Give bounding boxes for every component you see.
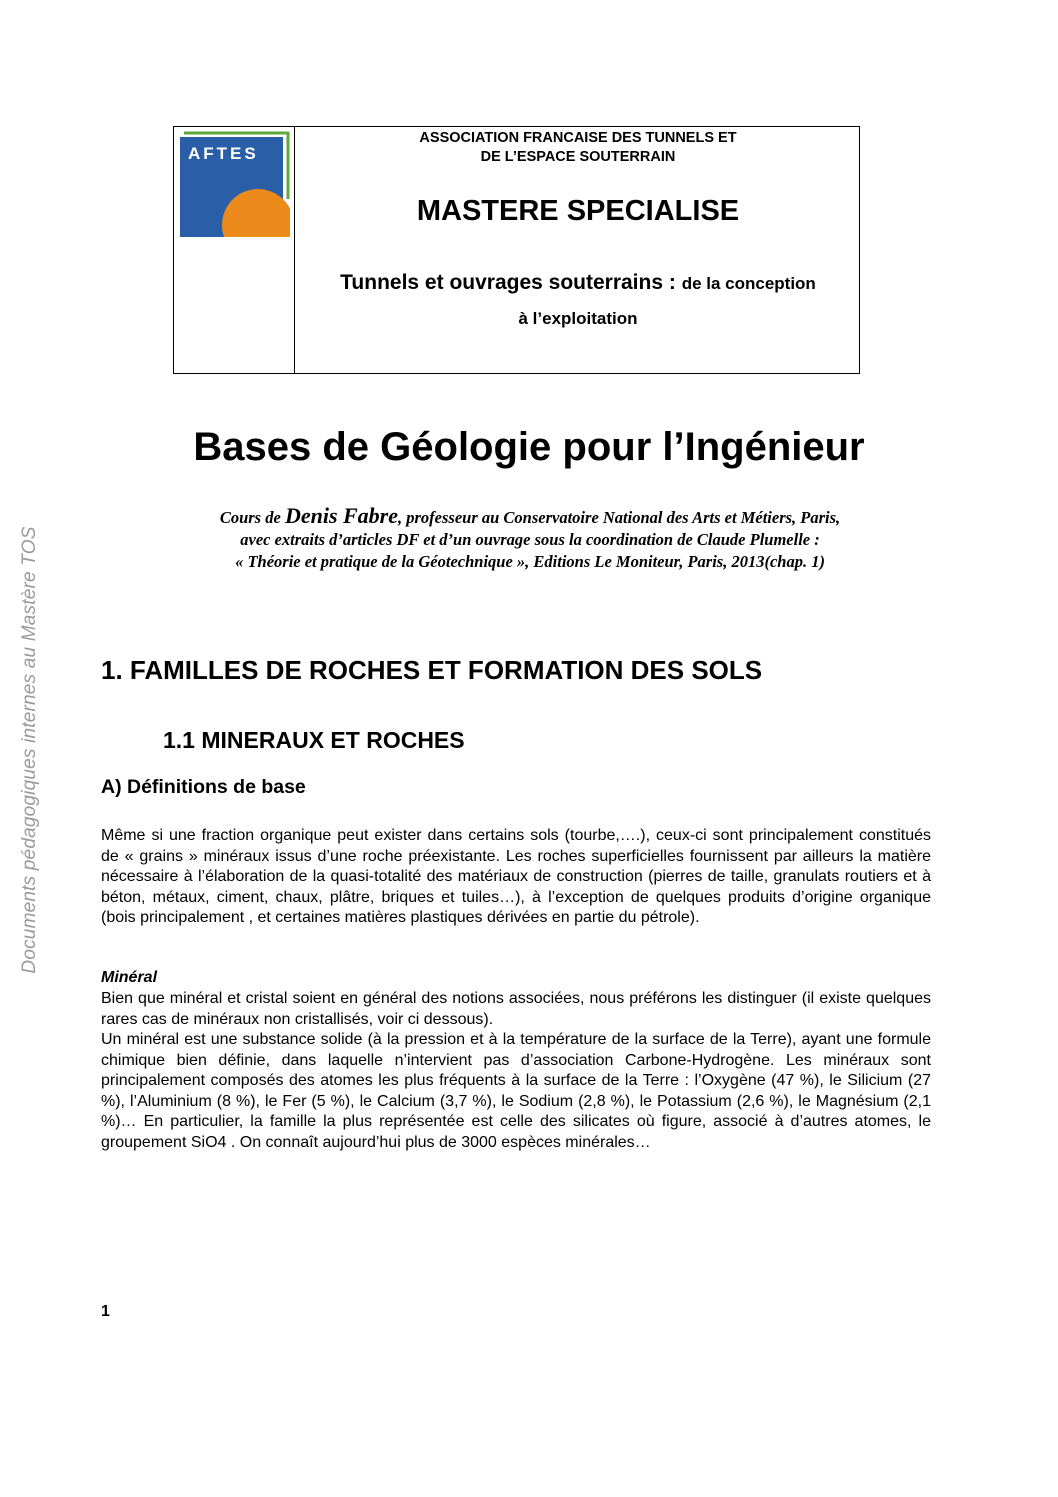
page-number: 1 xyxy=(101,1303,110,1320)
section-heading-1-1: 1.1 MINERAUX ET ROCHES xyxy=(163,727,465,753)
association-name-line1: ASSOCIATION FRANCAISE DES TUNNELS ET xyxy=(419,130,737,146)
document-title: Bases de Géologie pour l’Ingénieur xyxy=(193,425,865,469)
credits-author: Denis Fabre xyxy=(284,503,398,528)
credits-line1-rest: , professeur au Conservatoire National des Arts et Métiers, Paris, xyxy=(398,508,841,527)
paragraph-mineral-2: Un minéral est une substance solide (à la pression et à la température de la surface de la Terre), ayant une formule chimique bien définie, dans laquelle n’intervient pas d’association Carbone-Hydrogène. Les minéraux sont principalement composés des atomes les plus fréquents à la surface de la Terre : l’Oxygène (47 %), le Silicium (27 %), l’Aluminium (8 %), le Fer (5 %), le Calcium (3,7 %), le Sodium (2,8 %), le Potassium (2,6 %), le Magnésium (2,1 %)… En particulier, la famille la plus représentée est celle des silicates où figure, associé à d’autres atomes, le groupement SiO4 . On connaît aujourd’hui plus de 3000 espèces minérales… xyxy=(101,1031,931,1151)
subsection-heading-a: A) Définitions de base xyxy=(101,776,306,798)
paragraph-intro: Même si une fraction organique peut exister dans certains sols (tourbe,….), ceux-ci sont principalement constitués de « grains » minéraux issus d’une roche préexistante. Les roches superficielles fournissent par ailleurs la matière nécessaire à l’élaboration de la quasi-totalité des matériaux de construction (pierres de taille, granulats routiers et à béton, métaux, ciment, chaux, plâtre, briques et tuiles…), à l’exception de quelques produits d’origine organique (bois principalement , et certaines matières plastiques dérivées en partie du pétrole). xyxy=(101,827,931,926)
association-name-line2: DE L’ESPACE SOUTERRAIN xyxy=(480,149,676,165)
side-watermark xyxy=(10,500,50,1000)
mineral-heading: Minéral xyxy=(101,969,158,986)
course-title xyxy=(295,271,861,295)
course-title-main: Tunnels et ouvrages souterrains : xyxy=(340,271,682,294)
paragraph-mineral-1: Bien que minéral et cristal soient en général des notions associées, nous préférons les distinguer (il existe quelques rares cas de minéraux non cristallisés, voir ci dessous). xyxy=(101,990,931,1028)
credits-line1 xyxy=(120,505,940,529)
side-watermark-text: Documents pédagogiques internes au Mastère TOS xyxy=(19,526,40,974)
credits-line3: « Théorie et pratique de la Géotechnique », Editions Le Moniteur, Paris, 2013(chap. 1) xyxy=(235,552,825,571)
header-box xyxy=(173,126,860,374)
credits-line2: avec extraits d’articles DF et d’un ouvrage sous la coordination de Claude Plumelle : xyxy=(240,530,820,549)
credits-prefix: Cours de xyxy=(219,508,285,527)
aftes-logo xyxy=(180,131,290,239)
course-title-line2: à l’exploitation xyxy=(518,309,638,328)
course-credits xyxy=(120,505,940,573)
program-title: MASTERE SPECIALISE xyxy=(416,195,740,227)
logo-cell xyxy=(174,127,295,373)
section-heading-1: 1. FAMILLES DE ROCHES ET FORMATION DES SOLS xyxy=(101,655,763,685)
logo-text: AFTES xyxy=(188,144,259,163)
course-title-tail: de la conception xyxy=(681,274,816,293)
